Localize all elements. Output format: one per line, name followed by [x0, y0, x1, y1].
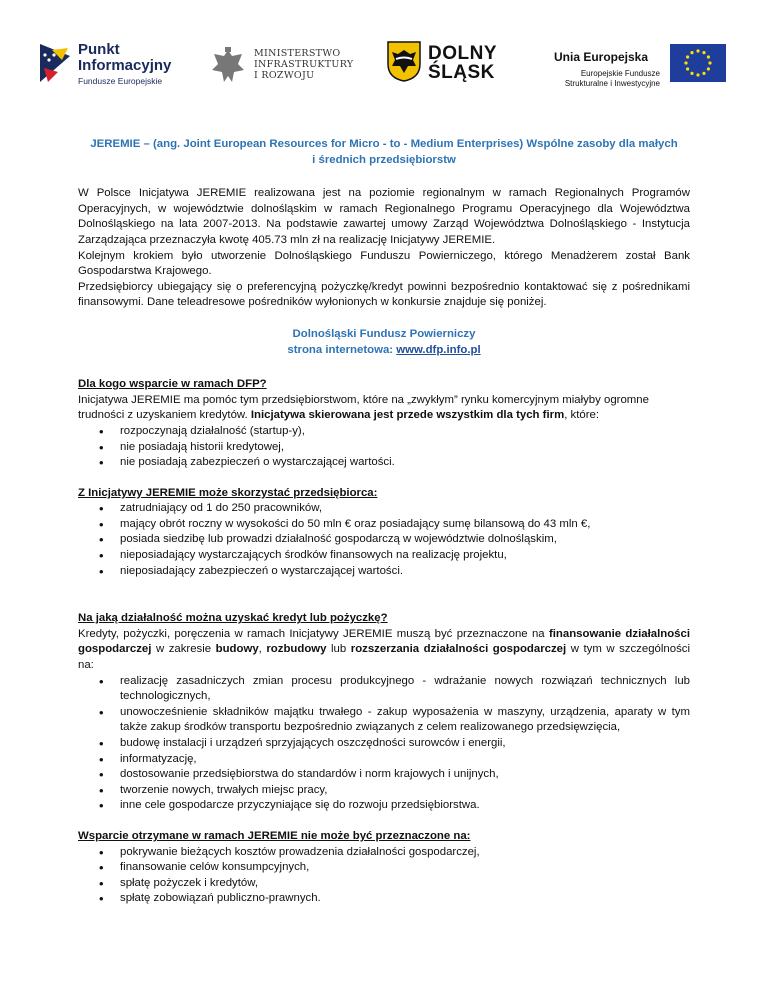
- section-who-text-a: Inicjatywa JEREMIE ma pomóc tym przedsiębiorstwom, które na „zwykłym” rynku komercyjnym miałyby ogromne trudności z uzyskaniem kredytów.: [78, 393, 649, 422]
- list-item: • nieposiadający zabezpieczeń o wystarczającej wartości.: [120, 564, 690, 580]
- min-line2: INFRASTRUKTURY: [254, 59, 354, 70]
- document-body: [78, 137, 690, 907]
- ue-title: Unia Europejska: [554, 50, 649, 64]
- list-item: • posiada siedzibę lub prowadzi działalność gospodarczą w województwie dolnośląskim,: [120, 532, 690, 548]
- section-who-text-c: , które:: [564, 409, 600, 422]
- purpose-text-4: lub: [326, 643, 351, 656]
- section-eligible-heading: Z Inicjatywy JEREMIE może skorzystać przedsiębiorca:: [78, 486, 378, 499]
- ministerstwo-logo: [210, 36, 354, 102]
- list-item: • budowę instalacji i urządzeń sprzyjających oszczędności surowców i energii,: [120, 736, 690, 752]
- ue-sub2: Strukturalne i Inwestycyjne: [564, 79, 660, 88]
- section-excluded-heading: Wsparcie otrzymane w ramach JEREMIE nie może być przeznaczone na:: [78, 829, 471, 842]
- list-item: • realizację zasadniczych zmian procesu produkcyjnego - wdrażanie nowych rozwiązań technicznych lub technologicznych,: [120, 674, 690, 705]
- pi-sub: Fundusze Europejskie: [78, 76, 163, 86]
- list-item: • zatrudniający od 1 do 250 pracowników,: [120, 501, 690, 517]
- list-item: • tworzenie nowych, trwałych miejsc pracy,: [120, 783, 690, 799]
- purpose-text-1: Kredyty, pożyczki, poręczenia w ramach Inicjatywy JEREMIE muszą być przeznaczone na: [78, 627, 549, 640]
- purpose-bold-3: rozbudowy: [266, 643, 327, 656]
- list-item: • dostosowanie przedsiębiorstwa do standardów i norm krajowych i unijnych,: [120, 767, 690, 783]
- pi-line1: Punkt: [78, 41, 120, 58]
- list-item: • nie posiadają zabezpieczeń o wystarczającej wartości.: [120, 455, 690, 471]
- punkt-informacyjny-logo: [40, 36, 170, 102]
- section-excluded-list: [78, 845, 690, 907]
- section-purpose-heading: Na jaką działalność można uzyskać kredyt lub pożyczkę?: [78, 612, 388, 625]
- intro-paragraph-1: W Polsce Inicjatywa JEREMIE realizowana jest na poziomie regionalnym w ramach Regionalnych Programów Operacyjnych, w województwie dolnośląskim w ramach Regionalnego Programu Operacyjnego dla Województwa Dolnośląskiego na lata 2007-2013. Na podstawie zawartej umowy Zarząd Województwa Dolnośląskiego - Instytucja Zarządzająca przeznaczyła kwotę 405.73 mln zł na realizację Inicjatywy JEREMIE.: [78, 187, 690, 246]
- min-line3: I ROZWOJU: [254, 70, 315, 81]
- section-who-list: [78, 424, 690, 471]
- intro-paragraph-3: Przedsiębiorcy ubiegający się o preferencyjną pożyczkę/kredyt powinni bezpośrednio kontaktować się z pośrednikami finansowymi. Dane teleadresowe pośredników wyłonionych w konkursie znajduje się poniżej.: [78, 280, 690, 309]
- fund-name: Dolnośląski Fundusz Powierniczy: [292, 327, 476, 340]
- list-item: • pokrywanie bieżących kosztów prowadzenia działalności gospodarczej,: [120, 845, 690, 861]
- list-item: • nieposiadający wystarczających środków finansowych na realizację projektu,: [120, 548, 690, 564]
- list-item: • spłatę zobowiązań publiczno-prawnych.: [120, 891, 690, 907]
- title-line2: i średnich przedsiębiorstw: [312, 153, 456, 166]
- section-who-heading: Dla kogo wsparcie w ramach DFP?: [78, 378, 267, 391]
- section-eligible-list: [78, 501, 690, 579]
- page-title: [78, 137, 690, 168]
- title-line1: JEREMIE – (ang. Joint European Resources for Micro - to - Medium Enterprises) Wspólne zasoby dla małych: [90, 138, 678, 150]
- min-line1: MINISTERSTWO: [254, 48, 341, 59]
- fund-site-label: strona internetowa:: [287, 343, 397, 356]
- intro-paragraph-2: Kolejnym krokiem było utworzenie Dolnośląskiego Funduszu Powierniczego, którego Menadżerem został Bank Gospodarstwa Krajowego.: [78, 249, 690, 278]
- ds-line1: DOLNY: [428, 43, 497, 64]
- pi-line2: Informacyjny: [78, 57, 172, 74]
- list-item: • inne cele gospodarcze przyczyniające się do rozwoju przedsiębiorstwa.: [120, 798, 690, 814]
- section-eligible: [78, 486, 690, 580]
- list-item: • rozpoczynają działalność (startup-y),: [120, 424, 690, 440]
- purpose-text-2: w zakresie: [151, 643, 216, 656]
- pi-logo-icon: [40, 42, 74, 84]
- header-logos: [0, 36, 768, 102]
- list-item: • mający obrót roczny w wysokości do 50 mln € oraz posiadający sumę bilansową do 43 mln €,: [120, 517, 690, 533]
- purpose-text-3: ,: [258, 643, 267, 656]
- ds-line2: ŚLĄSK: [428, 62, 495, 83]
- purpose-text-5: w tym w szczególności na:: [78, 643, 690, 672]
- list-item: • unowocześnienie składników majątku trwałego - zakup wyposażenia w maszyny, urządzenia, aparaty w tym także zakup środków transportu bezpośrednio związanych z celem realizowanego przedsięwzięcia,: [120, 705, 690, 736]
- purpose-bold-2: budowy: [215, 643, 259, 656]
- dolny-slask-shield-icon: [386, 40, 422, 82]
- section-purpose: [78, 611, 690, 814]
- dolny-slask-logo: [386, 36, 516, 102]
- purpose-bold-1: finansowanie działalności gospodarczej: [78, 627, 691, 656]
- list-item: • nie posiadają historii kredytowej,: [120, 440, 690, 456]
- fund-site-link[interactable]: www.dfp.info.pl: [396, 343, 481, 356]
- list-item: • spłatę pożyczek i kredytów,: [120, 876, 690, 892]
- eagle-emblem-icon: [210, 46, 246, 86]
- list-item: • finansowanie celów konsumpcyjnych,: [120, 860, 690, 876]
- unia-europejska-logo: [540, 36, 730, 102]
- purpose-bold-4: rozszerzania działalności gospodarczej: [350, 643, 567, 656]
- fund-info: [78, 327, 690, 358]
- section-purpose-list: [78, 674, 690, 814]
- list-item: • informatyzację,: [120, 752, 690, 768]
- section-purpose-text: [78, 627, 690, 674]
- section-who-text-b: Inicjatywa skierowana jest przede wszystkim dla tych firm: [250, 409, 565, 422]
- section-excluded: [78, 829, 690, 907]
- section-who: [78, 377, 690, 471]
- section-who-text: [78, 393, 690, 424]
- eu-flag-icon: [670, 44, 726, 82]
- ue-sub1: Europejskie Fundusze: [580, 69, 660, 78]
